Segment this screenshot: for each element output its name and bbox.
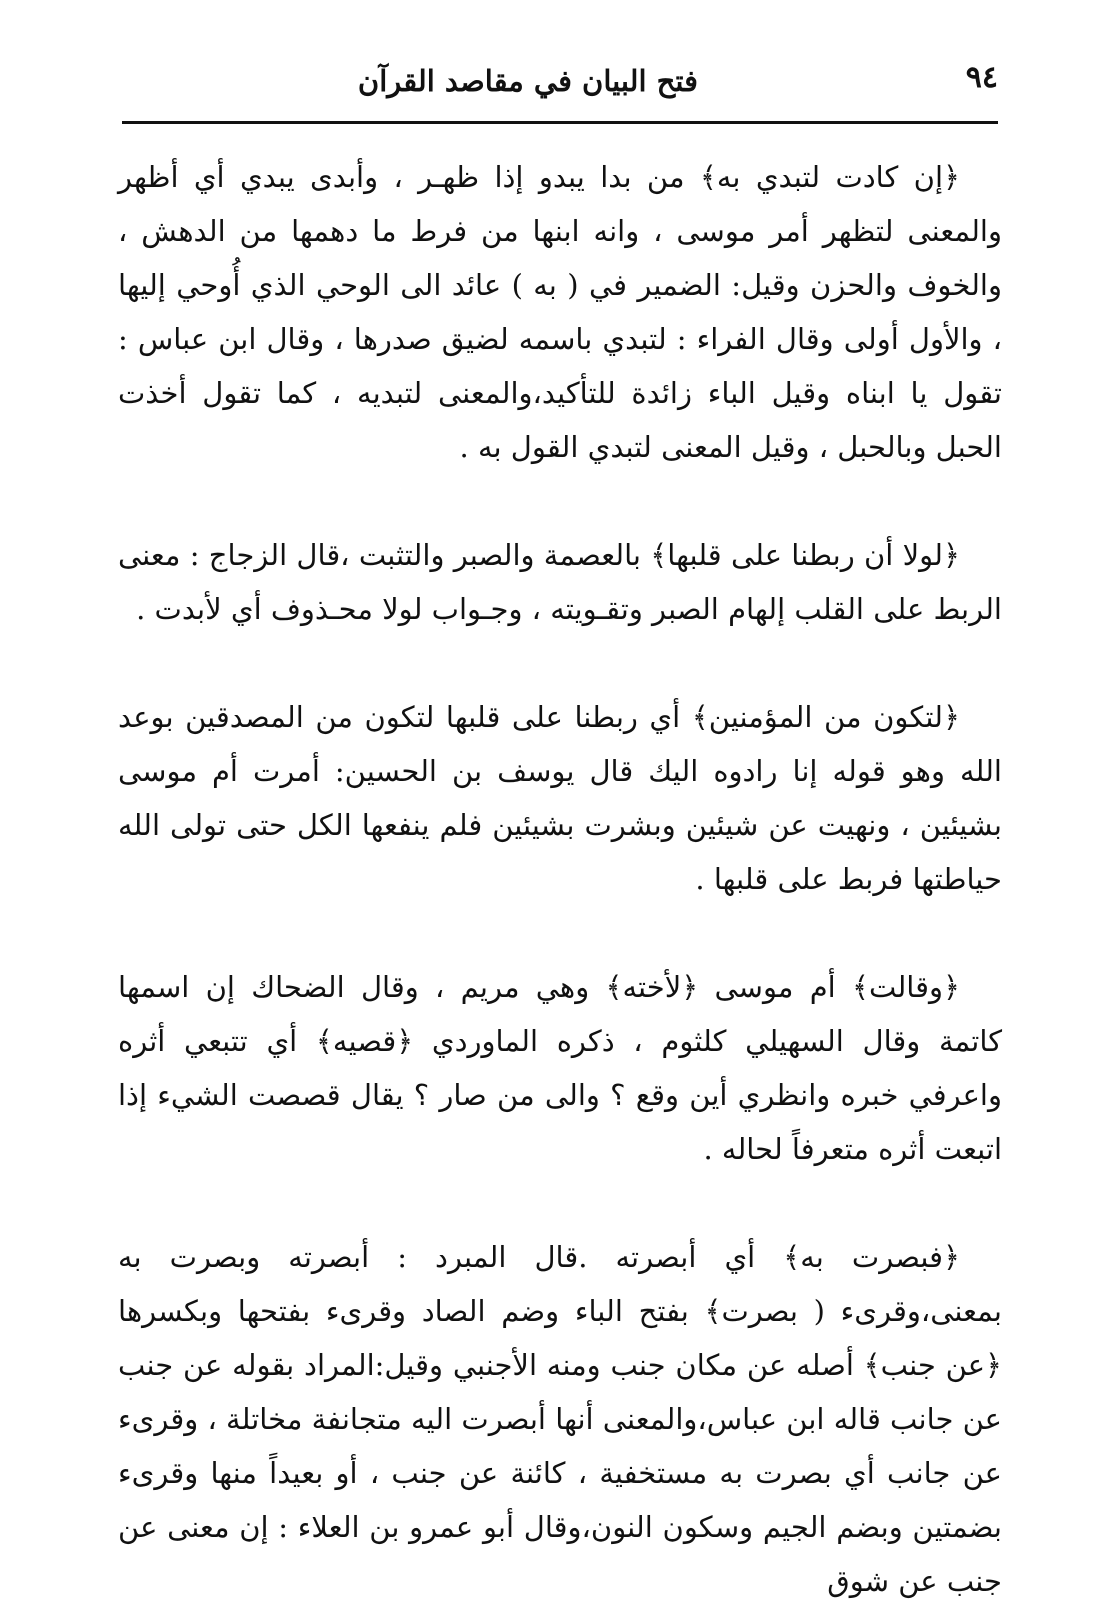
- body-text: [118, 150, 1002, 1608]
- page-number: ٩٤: [965, 60, 998, 95]
- paragraph: ﴿وقالت﴾ أم موسى ﴿لأخته﴾ وهي مريم ، وقال الضحاك إن اسمها كاتمة وقال السهيلي كلثوم ، ذكره الماوردي ﴿قصيه﴾ أي تتبعي أثره واعرفي خبره وانظري أين وقع ؟ والى من صار ؟ يقال قصصت الشيء إذا اتبعت أثره متعرفاً لحاله .: [118, 970, 1002, 1166]
- paragraph: ﴿لولا أن ربطنا على قلبها﴾ بالعصمة والصبر والتثبت ،قال الزجاج : معنى الربط على القلب إلهام الصبر وتقـويته ، وجـواب لولا محـذوف أي لأبدت .: [118, 538, 1002, 626]
- paragraph: ﴿لتكون من المؤمنين﴾ أي ربطنا على قلبها لتكون من المصدقين بوعد الله وهو قوله إنا رادوه اليك قال يوسف بن الحسين: أمرت أم موسى بشيئين ، ونهيت عن شيئين وبشرت بشيئين فلم ينفعها الكل حتى تولى الله حياطتها فربط على قلبها .: [118, 700, 1002, 896]
- paragraph: ﴿فبصرت به﴾ أي أبصرته .قال المبرد : أبصرته وبصرت به بمعنى،وقرىء ( بصرت﴾ بفتح الباء وضم الصاد وقرىء بفتحها وبكسرها ﴿عن جنب﴾ أصله عن مكان جنب ومنه الأجنبي وقيل:المراد بقوله عن جنب عن جانب قاله ابن عباس،والمعنى أنها أبصرت اليه متجانفة مخاتلة ، وقرىء عن جانب أي بصرت به مستخفية ، كائنة عن جنب ، أو بعيداً منها وقرىء بضمتين وبضم الجيم وسكون النون،وقال أبو عمرو بن العلاء : إن معنى عن جنب عن شوق: [118, 1240, 1002, 1598]
- header-rule: [122, 121, 998, 124]
- running-title: فتح البيان في مقاصد القرآن: [357, 64, 698, 98]
- paragraph: ﴿إن كادت لتبدي به﴾ من بدا يبدو إذا ظهـر ، وأبدى يبدي أي أظهر والمعنى لتظهر أمر موسى ، وانه ابنها من فرط ما دهمها من الدهش ، والخوف والحزن وقيل: الضمير في ( به ) عائد الى الوحي الذي أُوحي إليها ، والأول أولى وقال الفراء : لتبدي باسمه لضيق صدرها ، وقال ابن عباس : تقول يا ابناه وقيل الباء زائدة للتأكيد،والمعنى لتبديه ، كما تقول أخذت الحبل وبالحبل ، وقيل المعنى لتبدي القول به .: [118, 160, 1002, 464]
- page-header: [122, 58, 998, 118]
